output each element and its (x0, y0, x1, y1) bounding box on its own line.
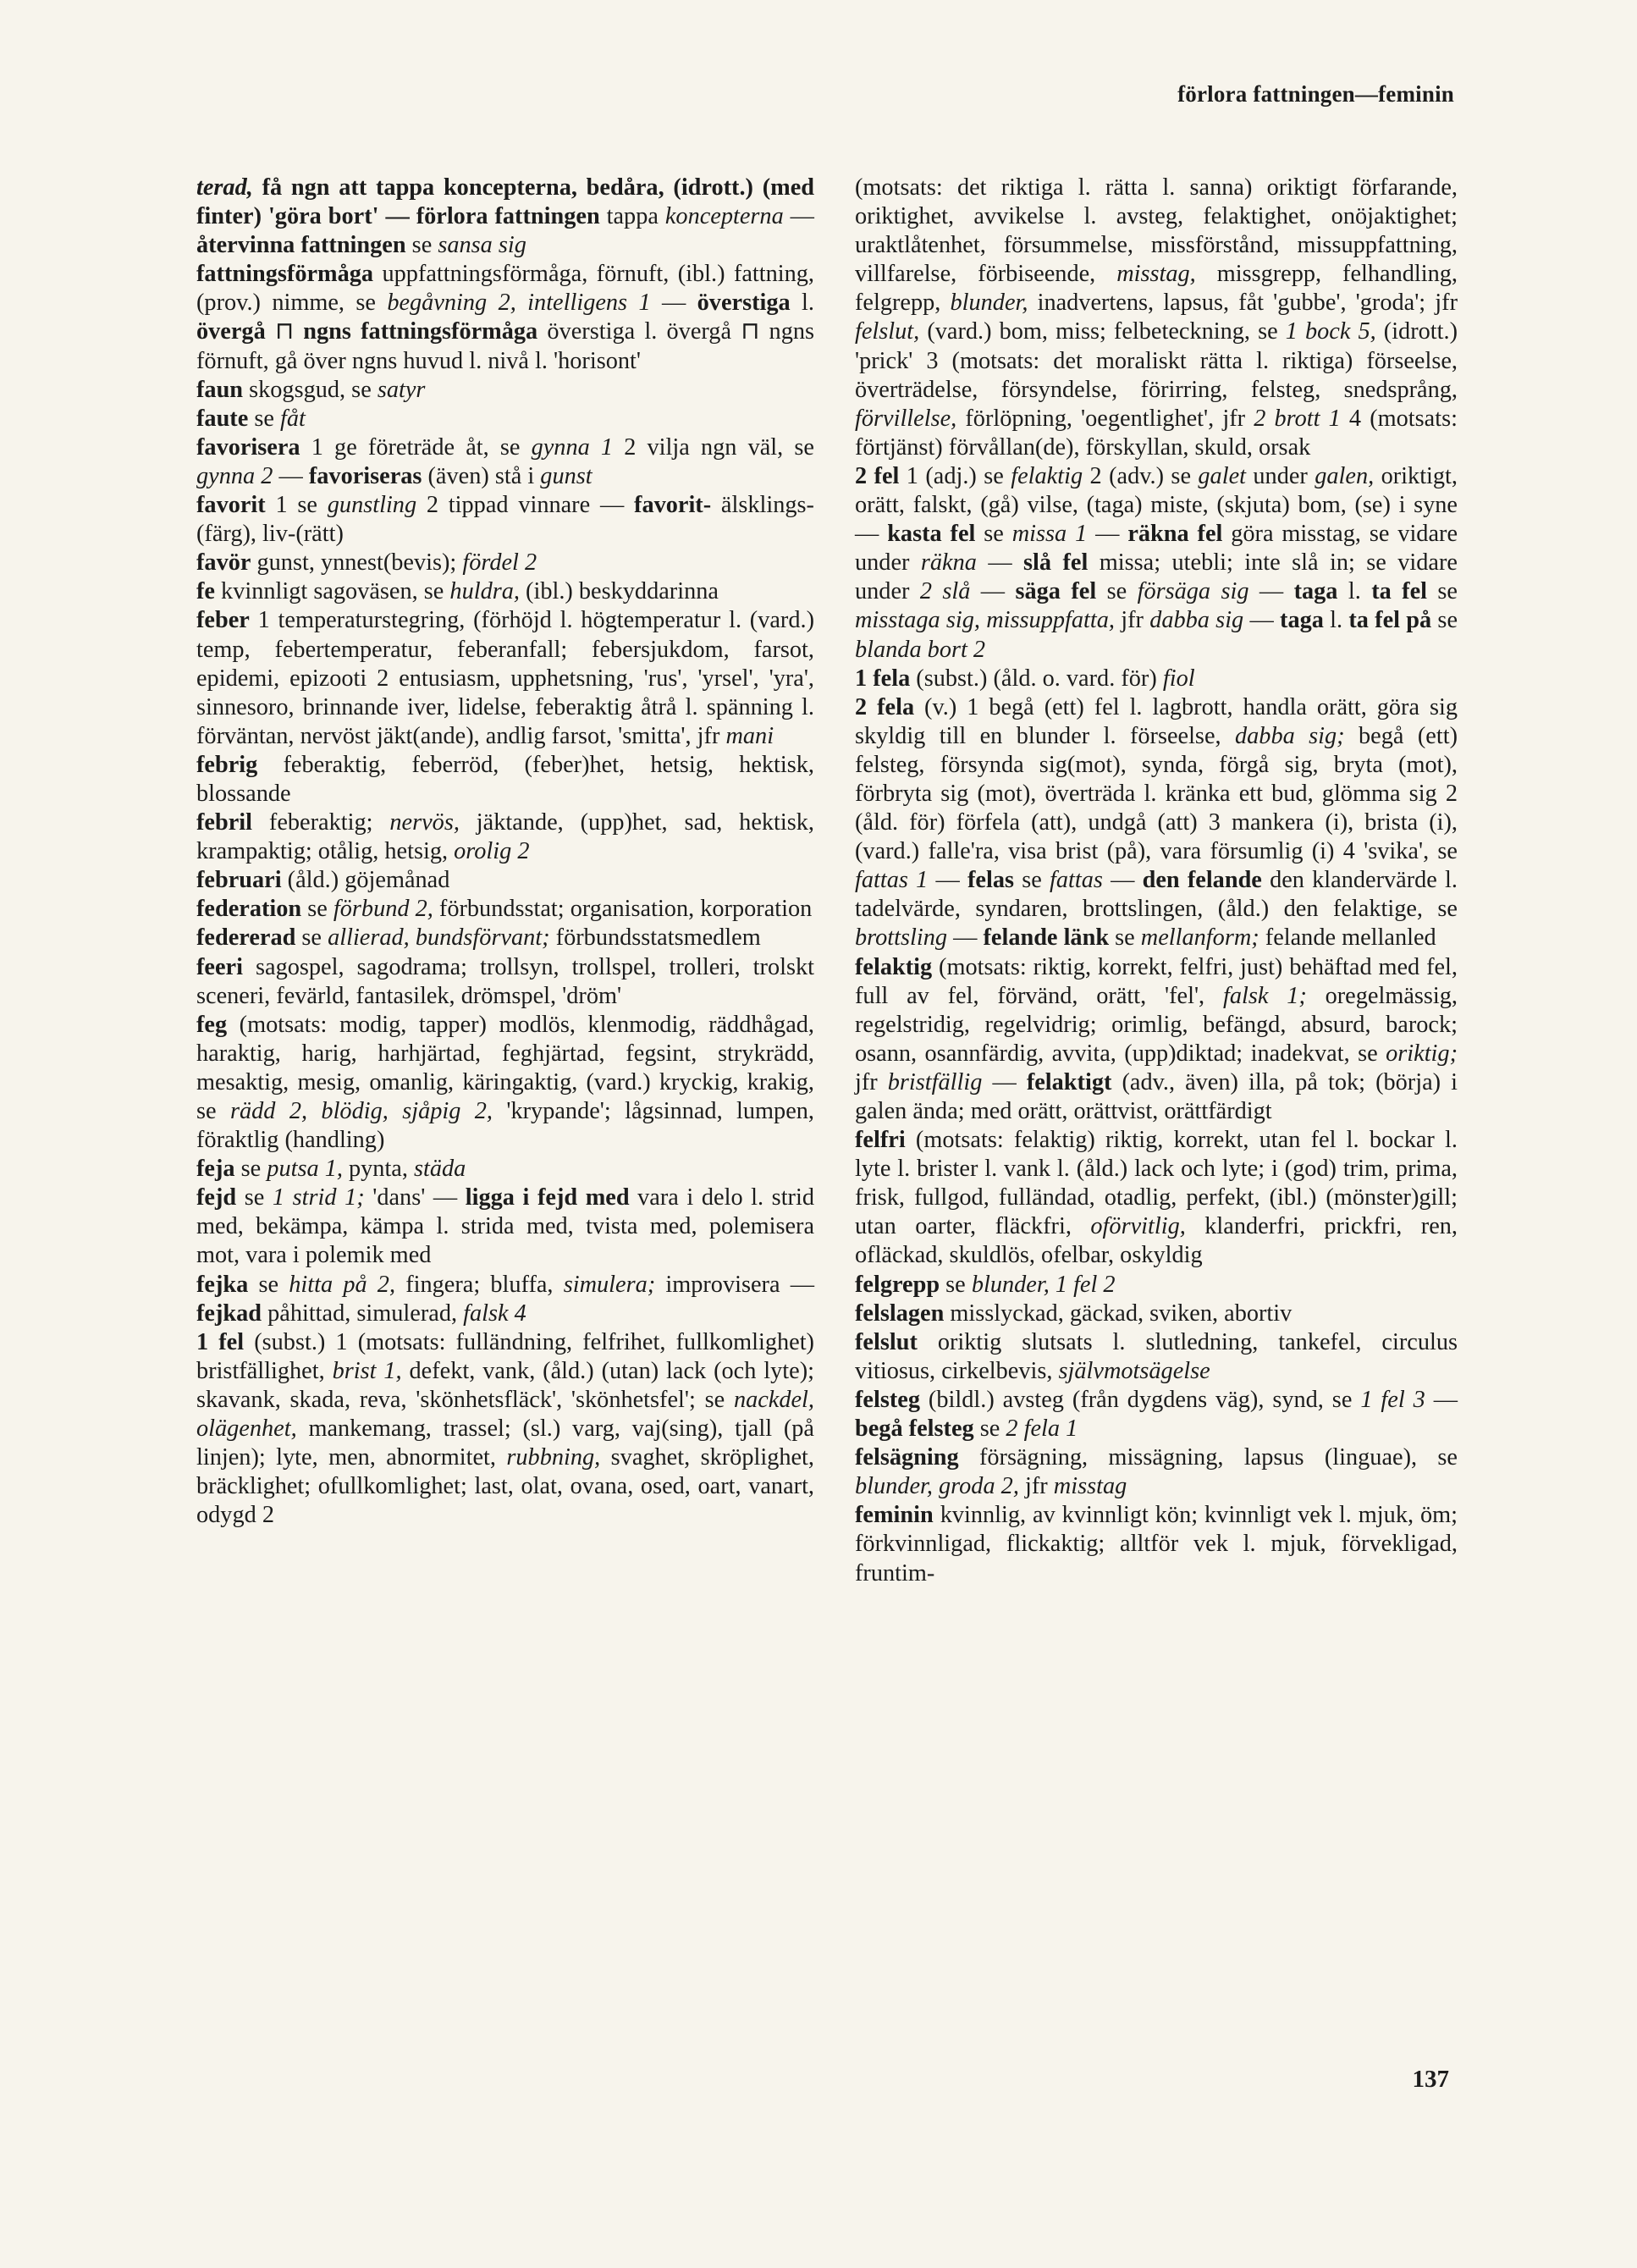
entry-text: 1 ge företräde åt, se (300, 433, 532, 461)
headword: 1 fela (855, 665, 911, 692)
entry-text: — (1248, 578, 1294, 605)
entry-text: räkna fel (1127, 521, 1223, 548)
entry-text: jfr (855, 1068, 888, 1095)
entry-text: satyr (377, 376, 426, 403)
entry-text: missgrepp, felhandling, felgrepp, (855, 261, 1458, 317)
dictionary-entry (196, 808, 814, 866)
entry-text: felas (967, 867, 1014, 894)
headword: favorisera (196, 433, 300, 461)
entry-text: 2 tippad vinnare — (416, 492, 635, 519)
entry-text: blanda bort 2 (855, 636, 986, 663)
entry-text: ⊓ (265, 318, 304, 345)
entry-text: påhittad, simulerad, (262, 1300, 464, 1327)
entry-text: brottsling (855, 924, 948, 952)
entry-text: begå felsteg (855, 1415, 974, 1443)
entry-text: allierad, bundsförvant; (328, 924, 550, 952)
dictionary-entry (196, 1184, 814, 1270)
headword: fe (196, 578, 215, 605)
entry-text: dabba sig (1149, 607, 1244, 634)
entry-text: defekt, vank, (åld.) (utan) lack (och lyte); skavank, skada, reva, 'skönhetsfläck', 'skönhetsfel'; se (196, 1357, 814, 1413)
entry-text: slå fel (1023, 549, 1089, 577)
headword: federerad (196, 924, 296, 952)
entry-text: svaghet, skröplighet, bräcklighet; ofullkomlighet; last, olat, ovana, osed, oart, vanart, odygd 2 (196, 1444, 814, 1529)
entry-text: skogsgud, se (243, 376, 378, 403)
entry-text: blunder, (950, 290, 1028, 317)
entry-text: gunst, ynnest(bevis); (251, 549, 463, 577)
entry-text: ta fel på (1348, 607, 1432, 634)
entry-text: kvinnlig, av kvinnligt kön; kvinnligt vek l. mjuk, öm; förkvinnligad, flickaktig; alltför vek l. mjuk, förvekligad, fruntim- (855, 1502, 1458, 1586)
entry-text: ta fel (1371, 578, 1427, 605)
entry-text: brist 1, (332, 1357, 402, 1384)
entry-text: — (1087, 521, 1128, 548)
entry-text: — (976, 549, 1024, 577)
entry-text: galen, (1315, 462, 1375, 489)
entry-text: (motsats: felaktig) riktig, korrekt, utan fel l. bockar l. lyte l. brister l. vank l. (åld.) lack och lyte; i (god) trim, prima, frisk, fullgod, fulländad, otadlig, perfekt, (ibl.) (mönster)gill; utan oarter, fläckfri, (855, 1127, 1458, 1240)
entry-text: 2 brott 1 (1254, 405, 1341, 432)
entry-text: förlöpning, 'oegentlighet', jfr (956, 405, 1254, 432)
entry-text: återvinna fattningen (196, 232, 406, 259)
entry-text: oriktig slutsats l. slutledning, tankefel, circulus vitiosus, cirkelbevis, (855, 1328, 1458, 1384)
entry-text: se (248, 1271, 289, 1298)
entry-text: sagospel, sagodrama; trollsyn, trollspel, trolleri, trolskt sceneri, fevärld, fantasilek, drömspel, 'dröm' (196, 953, 814, 1009)
entry-text: 2 fela 1 (1006, 1415, 1078, 1443)
entry-text: 2 slå (919, 578, 971, 605)
entry-text: se (1427, 578, 1458, 605)
entry-text: mani (725, 722, 774, 749)
entry-text: uppfattningsförmåga, förnuft, (ibl.) fattning, (prov.) nimme, se (196, 261, 814, 317)
entry-text: ngns fattningsförmåga (303, 318, 538, 345)
dictionary-entry (855, 1300, 1458, 1328)
dictionary-entry (855, 462, 1458, 665)
headword: fattningsförmåga (196, 261, 374, 288)
entry-text: under (1246, 462, 1315, 489)
dictionary-entry (196, 606, 814, 750)
entry-text: putsa 1, (267, 1156, 343, 1183)
entry-text: (motsats: riktig, korrekt, felfri, just) behäftad med fel, full av fel, förvänd, orätt, 'fel', (855, 953, 1458, 1009)
dictionary-entry (855, 693, 1458, 953)
entry-text: 2 vilja ngn väl, se (613, 433, 814, 461)
entry-text: 1 se (265, 492, 328, 519)
headword: februari (196, 867, 282, 894)
headword: febrig (196, 751, 258, 778)
entry-text: fåt (280, 405, 306, 432)
entry-text: rubbning, (506, 1444, 601, 1471)
entry-text: klanderfri, prickfri, ren, ofläckad, skuldlös, ofelbar, oskyldig (855, 1213, 1458, 1269)
entry-text: se (301, 896, 333, 923)
dictionary-entry (196, 376, 814, 405)
dictionary-entry (855, 174, 1458, 462)
dictionary-entry (196, 1328, 814, 1531)
entry-text: — (650, 290, 697, 317)
headword: feminin (855, 1502, 934, 1529)
dictionary-entry (196, 924, 814, 952)
entry-text: 'krypande'; lågsinnad, lumpen, föraktlig (handling) (196, 1098, 814, 1154)
dictionary-entry (196, 174, 814, 260)
entry-text: räkna (920, 549, 977, 577)
entry-text: inadvertens, lapsus, fåt 'gubbe', 'groda'; jfr (1028, 290, 1458, 317)
entry-text: favoriseras (308, 462, 422, 489)
entry-text: övergå (196, 318, 266, 345)
entry-text: misstag (1053, 1473, 1127, 1500)
entry-text: 1 bock 5, (1285, 318, 1376, 345)
headword: felaktig (855, 953, 933, 980)
entry-text: misslyckad, gäckad, sviken, abortiv (944, 1300, 1293, 1327)
entry-text: överstiga l. övergå ⊓ ngns förnuft, gå över ngns huvud l. nivå l. 'horisont' (196, 318, 815, 374)
entry-text: nackdel, olägenhet, (196, 1386, 814, 1443)
entry-text: gynna 2 (196, 462, 273, 489)
dictionary-entry (196, 953, 814, 1011)
entry-text: försäga sig (1137, 578, 1249, 605)
entry-text: felaktig (1011, 462, 1083, 489)
entry-text: gunst (540, 462, 593, 489)
entry-text: gunstling (327, 492, 417, 519)
dictionary-entry (196, 433, 814, 491)
entry-text: oförvitlig, (1090, 1213, 1186, 1240)
entry-text: felande mellanled (1259, 924, 1436, 952)
entry-text: jfr (1114, 607, 1150, 634)
entry-text: 1 fel 3 (1360, 1386, 1425, 1413)
entry-text: — (1102, 867, 1143, 894)
entry-text: ligga i fejd med (465, 1184, 630, 1211)
entry-text: begå (ett) felsteg, försynda sig(mot), synda, förgå sig, bryta (mot), förbryta sig (mot), överträda l. kränka ett bud, glömma sig 2 (åld. för) förfela (att), undgå (att) 3 mankera (i), brista (i), (vard.) falle'ra, visa brist (på), vara försumlig (i) 4 'svika', se (855, 722, 1458, 865)
entry-text: fattas (1049, 867, 1103, 894)
entry-text: oriktigt, orätt, falskt, (gå) vilse, (taga) miste, (skjuta) bom, (se) i syne — (855, 462, 1458, 548)
entry-text: blunder, 1 fel 2 (971, 1271, 1116, 1298)
entry-text: — (982, 1068, 1027, 1095)
entry-text: vara i delo l. strid med, bekämpa, kämpa l. strida med, tvista med, polemisera mot, vara i polemik med (196, 1184, 814, 1269)
headword: fejd (196, 1184, 237, 1211)
entry-text: oriktig; (1386, 1040, 1458, 1067)
entry-text: — (928, 867, 967, 894)
entry-text: improvisera — (655, 1271, 814, 1298)
entry-text: felande länk (983, 924, 1110, 952)
entry-text: fattas 1 (855, 867, 929, 894)
entry-text: (v.) 1 begå (ett) fel l. lagbrott, handla orätt, göra sig skyldig till en blunder l. förseelse, (855, 693, 1458, 749)
dictionary-entry (196, 577, 814, 606)
entry-text: älsklings-(färg), liv-(rätt) (196, 492, 814, 548)
entry-text: mankemang, trassel; (sl.) varg, vaj(sing), tjall (på linjen); lyte, men, abnormitet, (196, 1415, 814, 1471)
entry-text: orolig 2 (454, 838, 530, 865)
entry-text: överstiga (697, 290, 791, 317)
entry-text: få ngn att tappa koncepterna, bedåra, (idrott.) (med finter) 'göra bort' — (196, 174, 814, 230)
headword: 1 fel (196, 1328, 245, 1355)
entry-text: l. (790, 290, 814, 317)
entry-text: fingera; bluffa, (395, 1271, 564, 1298)
dictionary-entry (196, 405, 814, 433)
entry-text: fiol (1162, 665, 1195, 692)
headword: favör (196, 549, 251, 577)
entry-text: taga (1280, 607, 1324, 634)
entry-text: — (1425, 1386, 1458, 1413)
dictionary-entry (855, 953, 1458, 1127)
entry-text: bristfällig (887, 1068, 983, 1095)
entry-text: feberaktig; (252, 809, 390, 836)
headword: favorit (196, 492, 266, 519)
entry-text: — (970, 578, 1016, 605)
entry-text: se (973, 1415, 1006, 1443)
headword: feber (196, 607, 250, 634)
entry-text: tappa (599, 203, 665, 230)
left-column (196, 174, 814, 1530)
dictionary-entry (196, 1271, 814, 1328)
dictionary-entry (855, 1328, 1458, 1386)
headword: felsägning (855, 1444, 959, 1471)
entry-text: (vard.) bom, miss; felbeteckning, se (919, 318, 1286, 345)
entry-text: favorit- (634, 492, 712, 519)
entry-text: — (947, 924, 984, 952)
entry-text: (subst.) (åld. o. vard. för) (910, 665, 1163, 692)
entry-text: (idrott.) 'prick' 3 (motsats: det moraliskt rätta l. riktiga) förseelse, överträdelse, försyndelse, förirring, felsteg, snedsprång, (855, 318, 1458, 403)
entry-text: göra misstag, se vidare under (855, 521, 1458, 577)
entry-text: se (1013, 867, 1050, 894)
entry-text: kasta fel (887, 521, 976, 548)
entry-text: (bildl.) avsteg (från dygdens väg), synd, se (920, 1386, 1361, 1413)
headword: felsteg (855, 1386, 920, 1413)
entry-text: säga fel (1015, 578, 1097, 605)
entry-text: se (295, 924, 328, 952)
entry-text: den felande (1142, 867, 1262, 894)
entry-text: simulera; (563, 1271, 656, 1298)
entry-text: falsk 4 (463, 1300, 526, 1327)
entry-text: koncepterna (664, 203, 784, 230)
entry-text: 4 (motsats: förtjänst) förvållan(de), förskyllan, skuld, orsak (855, 405, 1458, 461)
headword: feeri (196, 953, 243, 980)
headword: feja (196, 1156, 235, 1183)
headword: terad, (196, 174, 253, 201)
headword: 2 fel (855, 462, 900, 489)
entry-text: — (1243, 607, 1281, 634)
entry-text: (subst.) 1 (motsats: fulländning, felfrihet, fullkomlighet) bristfällighet, (196, 1328, 814, 1384)
entry-text: (ibl.) beskyddarinna (519, 578, 719, 605)
dictionary-entry (196, 260, 814, 375)
headword: faute (196, 405, 249, 432)
dictionary-entry (855, 1126, 1458, 1270)
entry-text: fejkad (196, 1300, 262, 1327)
headword: felslut (855, 1328, 918, 1355)
headword: faun (196, 376, 244, 403)
entry-text: missa 1 (1011, 521, 1088, 548)
dictionary-entry (196, 1011, 814, 1155)
headword: felgrepp (855, 1271, 940, 1298)
entry-text: 1 temperaturstegring, (förhöjd l. högtemperatur l. (vard.) temp, febertemperatur, feberanfall; febersjukdom, farsot, epidemi, epizooti 2 entusiasm, upphetsning, 'rus', 'yrsel', 'yra', sinnesoro, brinnande iver, lidelse, feberaktig åtrå l. spänning l. förväntan, nervöst jäkt(ande), andlig farsot, 'smitta', jfr (196, 607, 814, 749)
dictionary-entry (855, 1271, 1458, 1300)
headword: 2 fela (855, 693, 915, 720)
entry-text: sansa sig (438, 232, 526, 259)
entry-text: se (248, 405, 281, 432)
entry-text: den klandervärde l. tadelvärde, syndaren, brottslingen, (åld.) den felaktige, se (855, 867, 1458, 923)
entry-text: 1 strid 1; (272, 1184, 365, 1211)
dictionary-entry (196, 895, 814, 924)
entry-text: l. (1323, 607, 1349, 634)
entry-text: taga (1293, 578, 1338, 605)
entry-text: felaktigt (1026, 1068, 1112, 1095)
entry-text: (adv., även) illa, på tok; (börja) i galen ända; med orätt, orättvist, orättfärdigt (855, 1068, 1458, 1124)
headword: feg (196, 1011, 228, 1038)
dictionary-entry (196, 549, 814, 577)
entry-text: hitta på 2, (289, 1271, 396, 1298)
entry-text: (även) stå i (422, 462, 541, 489)
entry-text: försägning, missägning, lapsus (linguae), se (958, 1444, 1458, 1471)
entry-text: se (1431, 607, 1458, 634)
entry-text: misstag, (1116, 261, 1196, 288)
entry-text: dabba sig; (1235, 722, 1345, 749)
entry-text: oregelmässig, regelstridig, regelvidrig; orimlig, befängd, absurd, barock; osann, osannfärdig, avvita, (upp)diktad; inadekvat, se (855, 982, 1458, 1067)
page-number: 137 (1412, 2066, 1449, 2093)
headword: fejka (196, 1271, 249, 1298)
entry-text: förlora fattningen (416, 203, 600, 230)
entry-text: se (405, 232, 438, 259)
dictionary-entry (855, 1501, 1458, 1587)
entry-text: falsk 1; (1222, 982, 1307, 1009)
entry-text: förvillelse, (855, 405, 957, 432)
entry-text: förbund 2, (333, 896, 433, 923)
entry-text: rädd 2, blödig, sjåpig 2, (229, 1098, 493, 1124)
entry-text: galet (1198, 462, 1246, 489)
running-header: förlora fattningen—feminin (1177, 81, 1454, 107)
entry-text: se (1109, 924, 1141, 952)
headword: febril (196, 809, 253, 836)
entry-text: självmotsägelse (1058, 1357, 1210, 1384)
dictionary-entry (196, 866, 814, 895)
entry-text: kvinnligt sagoväsen, se (214, 578, 450, 605)
entry-text: se (236, 1184, 273, 1211)
dictionary-entry (855, 665, 1458, 693)
entry-text: feberaktig, feberröd, (feber)het, hetsig, hektisk, blossande (196, 751, 814, 807)
headword: felslagen (855, 1300, 945, 1327)
entry-text: förbundsstat; organisation, korporation (433, 896, 813, 923)
entry-text: missa; utebli; inte slå in; se vidare under (855, 549, 1458, 605)
entry-text: gynna 1 (531, 433, 614, 461)
entry-text: jäktande, (upp)het, sad, hektisk, krampaktig; otålig, hetsig, (196, 809, 814, 865)
entry-text: jfr (1018, 1473, 1054, 1500)
entry-text: mellanform; (1140, 924, 1259, 952)
dictionary-entry (855, 1386, 1458, 1443)
dictionary-entry (196, 751, 814, 808)
entry-text: — (783, 203, 814, 230)
entry-text: 'dans' — (364, 1184, 466, 1211)
entry-text: se (1096, 578, 1138, 605)
entry-text: huldra, (449, 578, 520, 605)
entry-text: (motsats: modig, tapper) modlös, klenmodig, räddhågad, haraktig, harig, harhjärtad, feghjärtad, fegsint, strykrädd, mesaktig, mesig, omanlig, käringaktig, (vard.) kryckig, krakig, se (196, 1011, 814, 1124)
entry-text: fördel 2 (462, 549, 537, 577)
headword: federation (196, 896, 302, 923)
entry-text: nervös, (389, 809, 460, 836)
entry-text: begåvning 2, intelligens 1 (387, 290, 651, 317)
dictionary-entry (855, 1443, 1458, 1501)
entry-text: 1 (adj.) se (899, 462, 1011, 489)
dictionary-entry (196, 1155, 814, 1184)
entry-text: (motsats: det riktiga l. rätta l. sanna) oriktigt förfarande, oriktighet, avvikelse l. avsteg, felaktighet, onöjaktighet; uraktlåtenhet, försummelse, missförstånd, missuppfattning, villfarelse, förbiseende, (855, 174, 1458, 288)
entry-text: se (975, 521, 1012, 548)
entry-text: misstaga sig, missuppfatta, (855, 607, 1115, 634)
headword: felfri (855, 1127, 906, 1154)
right-column (855, 174, 1458, 1588)
entry-text: felslut, (855, 318, 920, 345)
entry-text: se (234, 1156, 267, 1183)
entry-text: (åld.) göjemånad (281, 867, 450, 894)
entry-text: förbundsstatsmedlem (549, 924, 761, 952)
entry-text: städa (414, 1156, 466, 1183)
dictionary-entry (196, 491, 814, 549)
entry-text: pynta, (342, 1156, 415, 1183)
entry-text: se (940, 1271, 972, 1298)
entry-text: l. (1337, 578, 1372, 605)
entry-text: 2 (adv.) se (1083, 462, 1199, 489)
entry-text: — (273, 462, 309, 489)
entry-text: blunder, groda 2, (855, 1473, 1019, 1500)
